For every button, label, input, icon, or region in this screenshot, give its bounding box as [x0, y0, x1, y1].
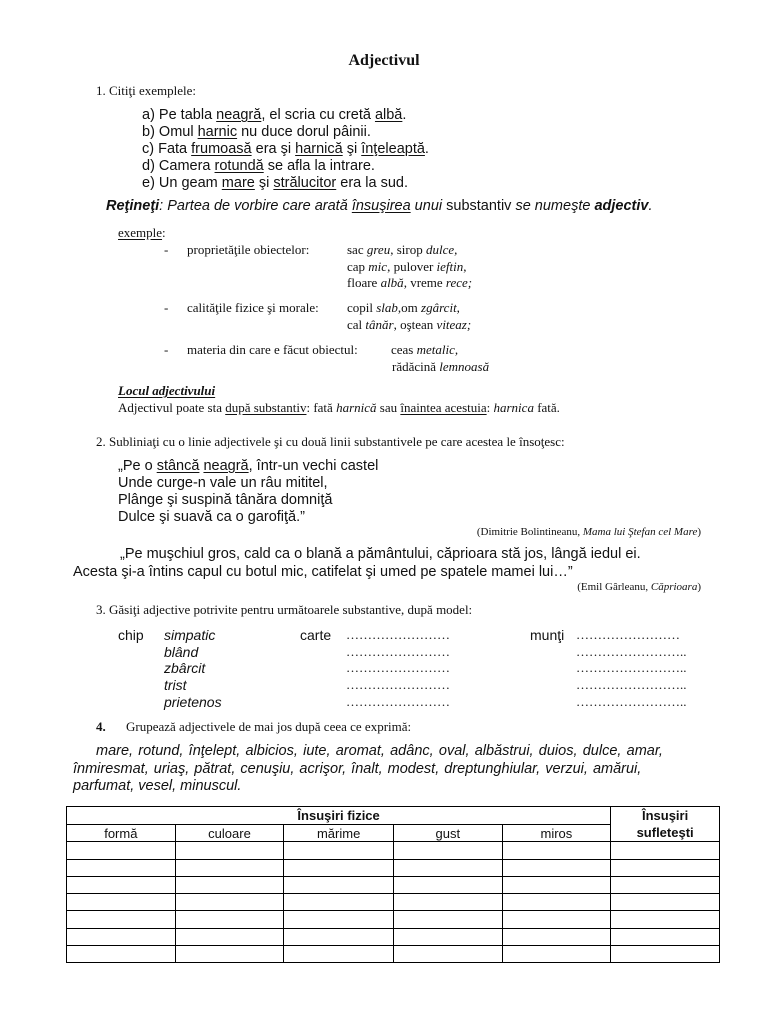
example-phrase — [347, 317, 471, 333]
answer-cell[interactable] — [175, 945, 284, 962]
text-run: ceas — [391, 342, 417, 357]
text-run: c) Fata — [142, 141, 192, 157]
answer-blank[interactable]: …………………….. — [576, 660, 687, 676]
text-run: dulce, — [425, 242, 458, 257]
answer-cell[interactable] — [284, 859, 394, 876]
ex2-heading: 2. Subliniaţi cu o linie adjectivele şi cu două linii substantivele pe care acestea le însoţesc: — [96, 434, 565, 449]
answer-cell[interactable] — [611, 911, 720, 928]
word-list-line-2: înmiresmat, uriaş, pătrat, cenuşiu, acrişor, înalt, modest, dreptunghiular, verzui, amărui, — [73, 761, 642, 777]
text-run: , pulover — [387, 258, 437, 274]
text-run: era la sud. — [336, 175, 408, 191]
model-adjective: simpatic — [164, 627, 216, 643]
table-row — [67, 859, 720, 876]
text-run: „Pe o — [118, 458, 157, 474]
text-run: adjectiv — [594, 198, 649, 214]
model-adjective: trist — [164, 677, 187, 694]
example-phrase — [392, 359, 489, 375]
underlined-word: însuşirea — [351, 198, 411, 214]
underlined-word: rotundă — [214, 158, 264, 174]
prose-line-1: „Pe muşchiul gros, cald ca o blană a pământului, căprioara stă jos, lângă iedul ei. — [120, 546, 641, 562]
answer-cell[interactable] — [502, 842, 611, 859]
text-run: Dulce şi suavă ca o garofiţă.” — [118, 509, 305, 525]
text-run: Unde curge-n vale un râu mititel, — [118, 475, 328, 491]
text-run: ) — [697, 581, 701, 593]
text-run: Plânge şi suspină tânăra domniţă — [118, 492, 333, 508]
answer-blank[interactable]: …………………… — [346, 660, 450, 676]
answer-cell[interactable] — [611, 842, 720, 859]
text-run: se numeşte — [511, 198, 595, 214]
text-run: harnică — [336, 400, 377, 415]
text-run: metalic, — [416, 342, 459, 357]
example-sentence — [142, 124, 371, 140]
text-run: şi — [254, 175, 274, 191]
answer-cell[interactable] — [284, 945, 394, 962]
model-adjective: prietenos — [164, 693, 222, 710]
text-run: , — [463, 258, 467, 274]
text-run: , într-un vechi castel — [248, 458, 379, 474]
text-run: unui — [410, 198, 447, 214]
text-run: , sirop — [390, 242, 426, 257]
text-run: ,om — [397, 300, 422, 315]
answer-cell[interactable] — [67, 945, 176, 962]
text-run: harnica — [493, 400, 534, 415]
text-run: fată. — [533, 400, 560, 415]
answer-cell[interactable] — [393, 928, 502, 945]
list-dash: - — [164, 300, 169, 315]
text-run: rădăcină — [392, 358, 440, 374]
text-run: a) Pe tabla — [142, 107, 217, 123]
answer-cell[interactable] — [284, 928, 394, 945]
noun-carte: carte — [300, 627, 332, 643]
text-run: : Partea de vorbire care arată — [159, 198, 352, 214]
underlined-word: stâncă — [156, 458, 200, 474]
answer-cell[interactable] — [502, 945, 611, 962]
section-subheading: Locul adjectivului — [118, 383, 216, 398]
text-run: , oştean — [393, 316, 437, 332]
text-run: b) Omul — [142, 124, 198, 140]
text-run: . — [424, 141, 429, 157]
text-run: ieftin — [436, 258, 464, 274]
underlined-word: înaintea acestuia — [400, 400, 487, 415]
text-run: sau — [376, 400, 401, 415]
poem-source — [477, 526, 701, 538]
underlined-word: mare — [221, 175, 255, 191]
page-title: Adjectivul — [348, 52, 420, 69]
column-header-forma: formă — [67, 824, 176, 842]
answer-cell[interactable] — [67, 911, 176, 928]
answer-cell[interactable] — [67, 928, 176, 945]
text-run: copil — [347, 300, 377, 315]
answer-blank[interactable]: …………………… — [576, 627, 680, 642]
prose-source — [577, 581, 701, 593]
prose-line-2: Acesta şi-a întins capul cu botul mic, catifelat şi umed pe spatele mamei lui…” — [73, 564, 573, 580]
model-adjective: blând — [164, 643, 199, 660]
answer-cell[interactable] — [502, 911, 611, 928]
underlined-word: frumoasă — [191, 141, 252, 157]
answer-cell[interactable] — [611, 928, 720, 945]
underlined-word: strălucitor — [273, 175, 337, 191]
table-row — [67, 894, 720, 911]
answer-cell[interactable] — [393, 894, 502, 911]
answer-blank[interactable]: …………………….. — [576, 693, 687, 709]
text-run: lemnoasă — [439, 358, 490, 374]
ex4-heading: Grupează adjectivele de mai jos după ceea ce exprimă: — [126, 719, 412, 734]
text-run: greu — [366, 242, 391, 257]
answer-cell[interactable] — [284, 894, 394, 911]
answer-cell[interactable] — [175, 928, 284, 945]
answer-blank[interactable]: …………………….. — [576, 643, 687, 659]
example-category: calităţile fizice şi morale: — [187, 300, 319, 315]
text-run: se afla la intrare. — [263, 158, 375, 174]
answer-blank[interactable]: …………………… — [346, 643, 450, 659]
text-run: . — [648, 198, 653, 214]
position-rule-text — [118, 400, 560, 416]
model-adjective: zbârcit — [164, 660, 206, 677]
text-run: (Emil Gârleanu, — [577, 581, 651, 593]
answer-cell[interactable] — [393, 842, 502, 859]
text-run: substantiv — [446, 198, 512, 214]
column-header-marime: mărime — [284, 824, 394, 842]
text-run: (Dimitrie Bolintineanu, — [476, 526, 583, 538]
table-row — [67, 945, 720, 962]
noun-chip: chip — [118, 627, 144, 643]
text-run: ) — [697, 526, 701, 538]
poem-line — [118, 475, 328, 492]
answer-cell[interactable] — [284, 842, 394, 859]
answer-blank[interactable]: …………………… — [346, 627, 450, 642]
answer-blank[interactable]: …………………… — [346, 693, 450, 709]
answer-cell[interactable] — [67, 842, 176, 859]
noun-munti: munţi — [530, 627, 565, 643]
example-phrase — [391, 342, 458, 358]
answer-cell[interactable] — [284, 911, 394, 928]
answer-blank[interactable]: …………………… — [346, 677, 450, 693]
example-sentence — [142, 175, 408, 191]
poem-line — [118, 492, 332, 509]
answer-cell[interactable] — [502, 876, 611, 893]
answer-cell[interactable] — [67, 859, 176, 876]
text-run: Mama lui Ştefan cel Mare — [582, 526, 698, 538]
text-run: viteaz; — [436, 316, 472, 332]
example-phrase — [347, 275, 472, 291]
answer-cell[interactable] — [502, 859, 611, 876]
example-sentence — [142, 141, 429, 157]
text-run: . — [402, 107, 407, 123]
example-phrase — [347, 300, 460, 316]
answer-cell[interactable] — [393, 911, 502, 928]
text-run: albă — [380, 275, 404, 290]
text-run: Căprioara — [650, 581, 698, 593]
text-run: tânăr — [365, 316, 394, 332]
answer-cell[interactable] — [67, 876, 176, 893]
table-row — [67, 928, 720, 945]
underlined-word: neagră — [216, 107, 262, 123]
text-run: Adjectivul poate sta — [118, 400, 226, 415]
example-sentence — [142, 107, 406, 123]
text-run: zgârcit, — [421, 300, 460, 315]
answer-cell[interactable] — [284, 876, 394, 893]
answer-cell[interactable] — [175, 842, 284, 859]
text-run: floare — [347, 275, 381, 290]
word-list-line-1: mare, rotund, înţelept, albicios, iute, aromat, adânc, oval, albăstrui, duios, dulce, amar, — [96, 743, 663, 759]
answer-cell[interactable] — [67, 894, 176, 911]
column-header-miros: miros — [502, 824, 611, 842]
text-run: nu duce dorul pâinii. — [237, 124, 371, 140]
answer-cell[interactable] — [175, 894, 284, 911]
answer-cell[interactable] — [175, 876, 284, 893]
text-run: şi — [342, 141, 362, 157]
underlined-word: neagră — [203, 458, 249, 474]
answer-cell[interactable] — [393, 876, 502, 893]
text-run: sac — [347, 242, 367, 257]
rule-statement — [106, 198, 652, 214]
answer-cell[interactable] — [175, 859, 284, 876]
poem-line — [118, 509, 305, 526]
column-header-culoare: culoare — [175, 824, 284, 842]
answer-cell[interactable] — [611, 894, 720, 911]
example-phrase — [347, 259, 467, 275]
text-run: cap — [347, 258, 369, 274]
ex3-heading: 3. Găsiţi adjective potrivite pentru următoarele substantive, după model: — [96, 602, 473, 617]
word-list-line-3: parfumat, vesel, minuscul. — [73, 778, 242, 794]
ex1-heading: 1. Citiţi exemplele: — [96, 83, 197, 98]
physical-header: Însuşiri fizice — [67, 807, 611, 825]
example-sentence — [142, 158, 375, 174]
list-dash: - — [164, 342, 169, 357]
underlined-word: harnic — [197, 124, 238, 140]
text-run: Reţineţi — [106, 198, 160, 214]
text-run: : — [486, 400, 494, 415]
example-category: materia din care e făcut obiectul: — [187, 342, 358, 357]
text-run: d) Camera — [142, 158, 215, 174]
list-dash: - — [164, 242, 169, 257]
answer-cell[interactable] — [175, 911, 284, 928]
moral-header: Însuşiri sufleteşti — [611, 807, 720, 842]
text-run: rece; — [445, 275, 473, 290]
classification-table — [66, 806, 720, 963]
underlined-word: harnică — [295, 141, 343, 157]
example-phrase — [347, 242, 457, 258]
table-row — [67, 842, 720, 859]
text-run: : fată — [306, 400, 337, 415]
text-run: slab — [376, 300, 398, 315]
text-run: e) Un geam — [142, 175, 222, 191]
answer-cell[interactable] — [393, 945, 502, 962]
underlined-word: înţeleaptă — [361, 141, 425, 157]
text-run: cal — [347, 316, 366, 332]
ex4-number: 4. — [96, 719, 106, 734]
answer-blank[interactable]: …………………….. — [576, 677, 687, 693]
text-run: era şi — [251, 141, 296, 157]
column-header-gust: gust — [393, 824, 502, 842]
answer-cell[interactable] — [502, 928, 611, 945]
answer-cell[interactable] — [393, 859, 502, 876]
example-category: proprietăţile obiectelor: — [187, 242, 310, 257]
examples-label: exemple: — [118, 225, 166, 240]
underlined-word: albă — [374, 107, 403, 123]
answer-cell[interactable] — [611, 945, 720, 962]
answer-cell[interactable] — [611, 876, 720, 893]
text-run: mic — [368, 258, 388, 274]
table-row — [67, 911, 720, 928]
text-run: , el scria cu cretă — [261, 107, 375, 123]
poem-line — [118, 458, 378, 475]
answer-cell[interactable] — [611, 859, 720, 876]
table-row — [67, 876, 720, 893]
text-run: , vreme — [403, 275, 446, 290]
underlined-word: după substantiv — [225, 400, 307, 415]
answer-cell[interactable] — [502, 894, 611, 911]
